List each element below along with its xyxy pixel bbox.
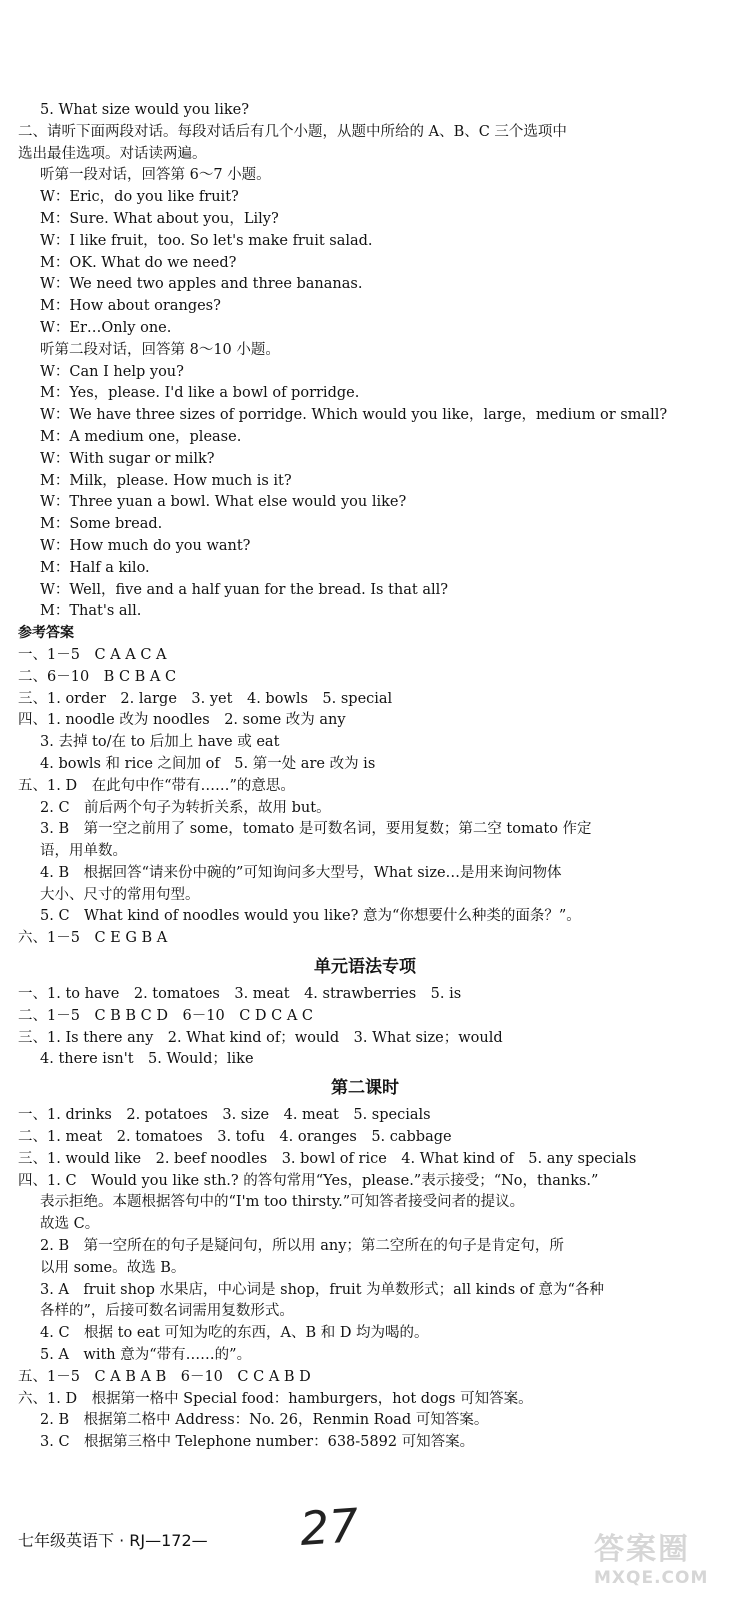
lesson-section-title: 第二课时 xyxy=(331,1078,399,1099)
dialog-line: M：Sure. What about you，Lily? xyxy=(40,210,279,227)
watermark-bottom: MXQE.COM xyxy=(594,1568,709,1588)
answer-line: 2. C 前后两个句子为转折关系，故用 but。 xyxy=(40,799,331,816)
dialog-line: W：We have three sizes of porridge. Which would you like，large，medium or small? xyxy=(40,407,668,424)
answer-line: 5. A with 意为“带有……的”。 xyxy=(40,1347,252,1364)
dialog-line: W：Well，five and a half yuan for the bread. Is that all? xyxy=(40,581,449,598)
answer-line: 3. 去掉 to/在 to 后加上 have 或 eat xyxy=(40,734,280,751)
dialog-line: W：With sugar or milk? xyxy=(40,450,215,467)
answer-line: 二、1. meat 2. tomatoes 3. tofu 4. oranges 5. cabbage xyxy=(18,1129,452,1146)
page-footer: 七年级英语下 · RJ—172— xyxy=(18,1531,208,1550)
dialog-line: W：I like fruit，too. So let's make fruit salad. xyxy=(40,232,373,249)
dialog-intro: 听第二段对话，回答第 8～10 小题。 xyxy=(40,341,280,358)
section-title: 选出最佳选项。对话读两遍。 xyxy=(18,145,207,162)
answer-line: 各样的”，后接可数名词需用复数形式。 xyxy=(40,1303,294,1320)
answer-line: 3. C 根据第三格中 Telephone number：638-5892 可知答案。 xyxy=(40,1434,475,1451)
answer-line: 4. B 根据回答“请来份中碗的”可知询问多大型号，What size…是用来询问物体 xyxy=(40,864,562,881)
listening-line: 5. What size would you like? xyxy=(40,102,249,118)
answer-line: 语，用单数。 xyxy=(40,843,127,860)
answer-line: 四、1. C Would you like sth.? 的答句常用“Yes，please.”表示接受；“No，thanks.” xyxy=(18,1172,599,1189)
watermark-logo xyxy=(594,1524,724,1596)
answer-line: 五、1－5 C A B A B 6－10 C C A B D xyxy=(18,1368,311,1385)
answer-line: 故选 C。 xyxy=(40,1216,100,1233)
dialog-line: M：That's all. xyxy=(40,603,142,620)
answer-line: 表示拒绝。本题根据答句中的“I'm too thirsty.”可知答者接受问者的提议。 xyxy=(40,1194,525,1211)
answer-line: 4. there isn't 5. Would；like xyxy=(40,1051,254,1068)
dialog-line: M：Some bread. xyxy=(40,516,163,533)
dialog-line: M：Yes，please. I'd like a bowl of porridge. xyxy=(40,385,360,402)
answer-line: 大小、尺寸的常用句型。 xyxy=(40,886,200,903)
answer-line: 四、1. noodle 改为 noodles 2. some 改为 any xyxy=(18,712,346,729)
answer-line: 2. B 第一空所在的句子是疑问句，所以用 any；第二空所在的句子是肯定句，所 xyxy=(40,1238,564,1255)
answer-line: 六、1. D 根据第一格中 Special food：hamburgers，hot dogs 可知答案。 xyxy=(18,1390,533,1407)
answers-heading: 参考答案 xyxy=(18,625,74,642)
dialog-line: M：Half a kilo. xyxy=(40,559,150,576)
dialog-line: W：We need two apples and three bananas. xyxy=(40,276,363,293)
dialog-line: M：How about oranges? xyxy=(40,298,221,315)
answer-line: 一、1. drinks 2. potatoes 3. size 4. meat 5. specials xyxy=(18,1107,431,1124)
dialog-line: W：Er…Only one. xyxy=(40,319,172,336)
dialog-line: W：How much do you want? xyxy=(40,537,251,554)
answer-line: 3. A fruit shop 水果店，中心词是 shop，fruit 为单数形式；all kinds of 意为“各种 xyxy=(40,1281,604,1298)
text-lines xyxy=(0,100,730,1454)
answer-line: 以用 some。故选 B。 xyxy=(40,1259,186,1276)
answer-line: 三、1. Is there any 2. What kind of；would 3. What size；would xyxy=(18,1029,503,1046)
grammar-section-title: 单元语法专项 xyxy=(314,957,416,978)
answer-line: 一、1. to have 2. tomatoes 3. meat 4. strawberries 5. is xyxy=(18,986,462,1003)
section-title: 二、请听下面两段对话。每段对话后有几个小题，从题中所给的 A、B、C 三个选项中 xyxy=(18,123,567,140)
answer-line: 4. bowls 和 rice 之间加 of 5. 第一处 are 改为 is xyxy=(40,755,376,772)
answer-line: 4. C 根据 to eat 可知为吃的东西，A、B 和 D 均为喝的。 xyxy=(40,1325,429,1342)
dialog-intro: 听第一段对话，回答第 6～7 小题。 xyxy=(40,167,271,184)
dialog-line: W：Eric，do you like fruit? xyxy=(40,189,239,206)
watermark-top: 答案圈 xyxy=(594,1532,690,1567)
dialog-line: W：Can I help you? xyxy=(40,363,184,380)
answer-line: 六、1－5 C E G B A xyxy=(18,930,168,947)
answer-line: 二、6－10 B C B A C xyxy=(18,668,177,685)
answer-line: 五、1. D 在此句中作“带有……”的意思。 xyxy=(18,777,295,794)
dialog-line: W：Three yuan a bowl. What else would you like? xyxy=(40,494,407,511)
answer-line: 一、1－5 C A A C A xyxy=(18,646,167,663)
answer-line: 三、1. order 2. large 3. yet 4. bowls 5. special xyxy=(18,690,393,707)
answer-line: 3. B 第一空之前用了 some，tomato 是可数名词，要用复数；第二空 tomato 作定 xyxy=(40,821,592,838)
dialog-line: M：Milk，please. How much is it? xyxy=(40,472,292,489)
answer-line: 2. B 根据第二格中 Address：No. 26，Renmin Road 可知答案。 xyxy=(40,1412,489,1429)
dialog-line: M：OK. What do we need? xyxy=(40,254,237,271)
answer-line: 二、1－5 C B B C D 6－10 C D C A C xyxy=(18,1007,314,1024)
dialog-line: M：A medium one，please. xyxy=(40,428,242,445)
answer-line: 三、1. would like 2. beef noodles 3. bowl of rice 4. What kind of 5. any specials xyxy=(18,1150,637,1167)
answer-line: 5. C What kind of noodles would you like? 意为“你想要什么种类的面条？”。 xyxy=(40,908,581,925)
handwritten-page-number: 27 xyxy=(298,1498,361,1556)
